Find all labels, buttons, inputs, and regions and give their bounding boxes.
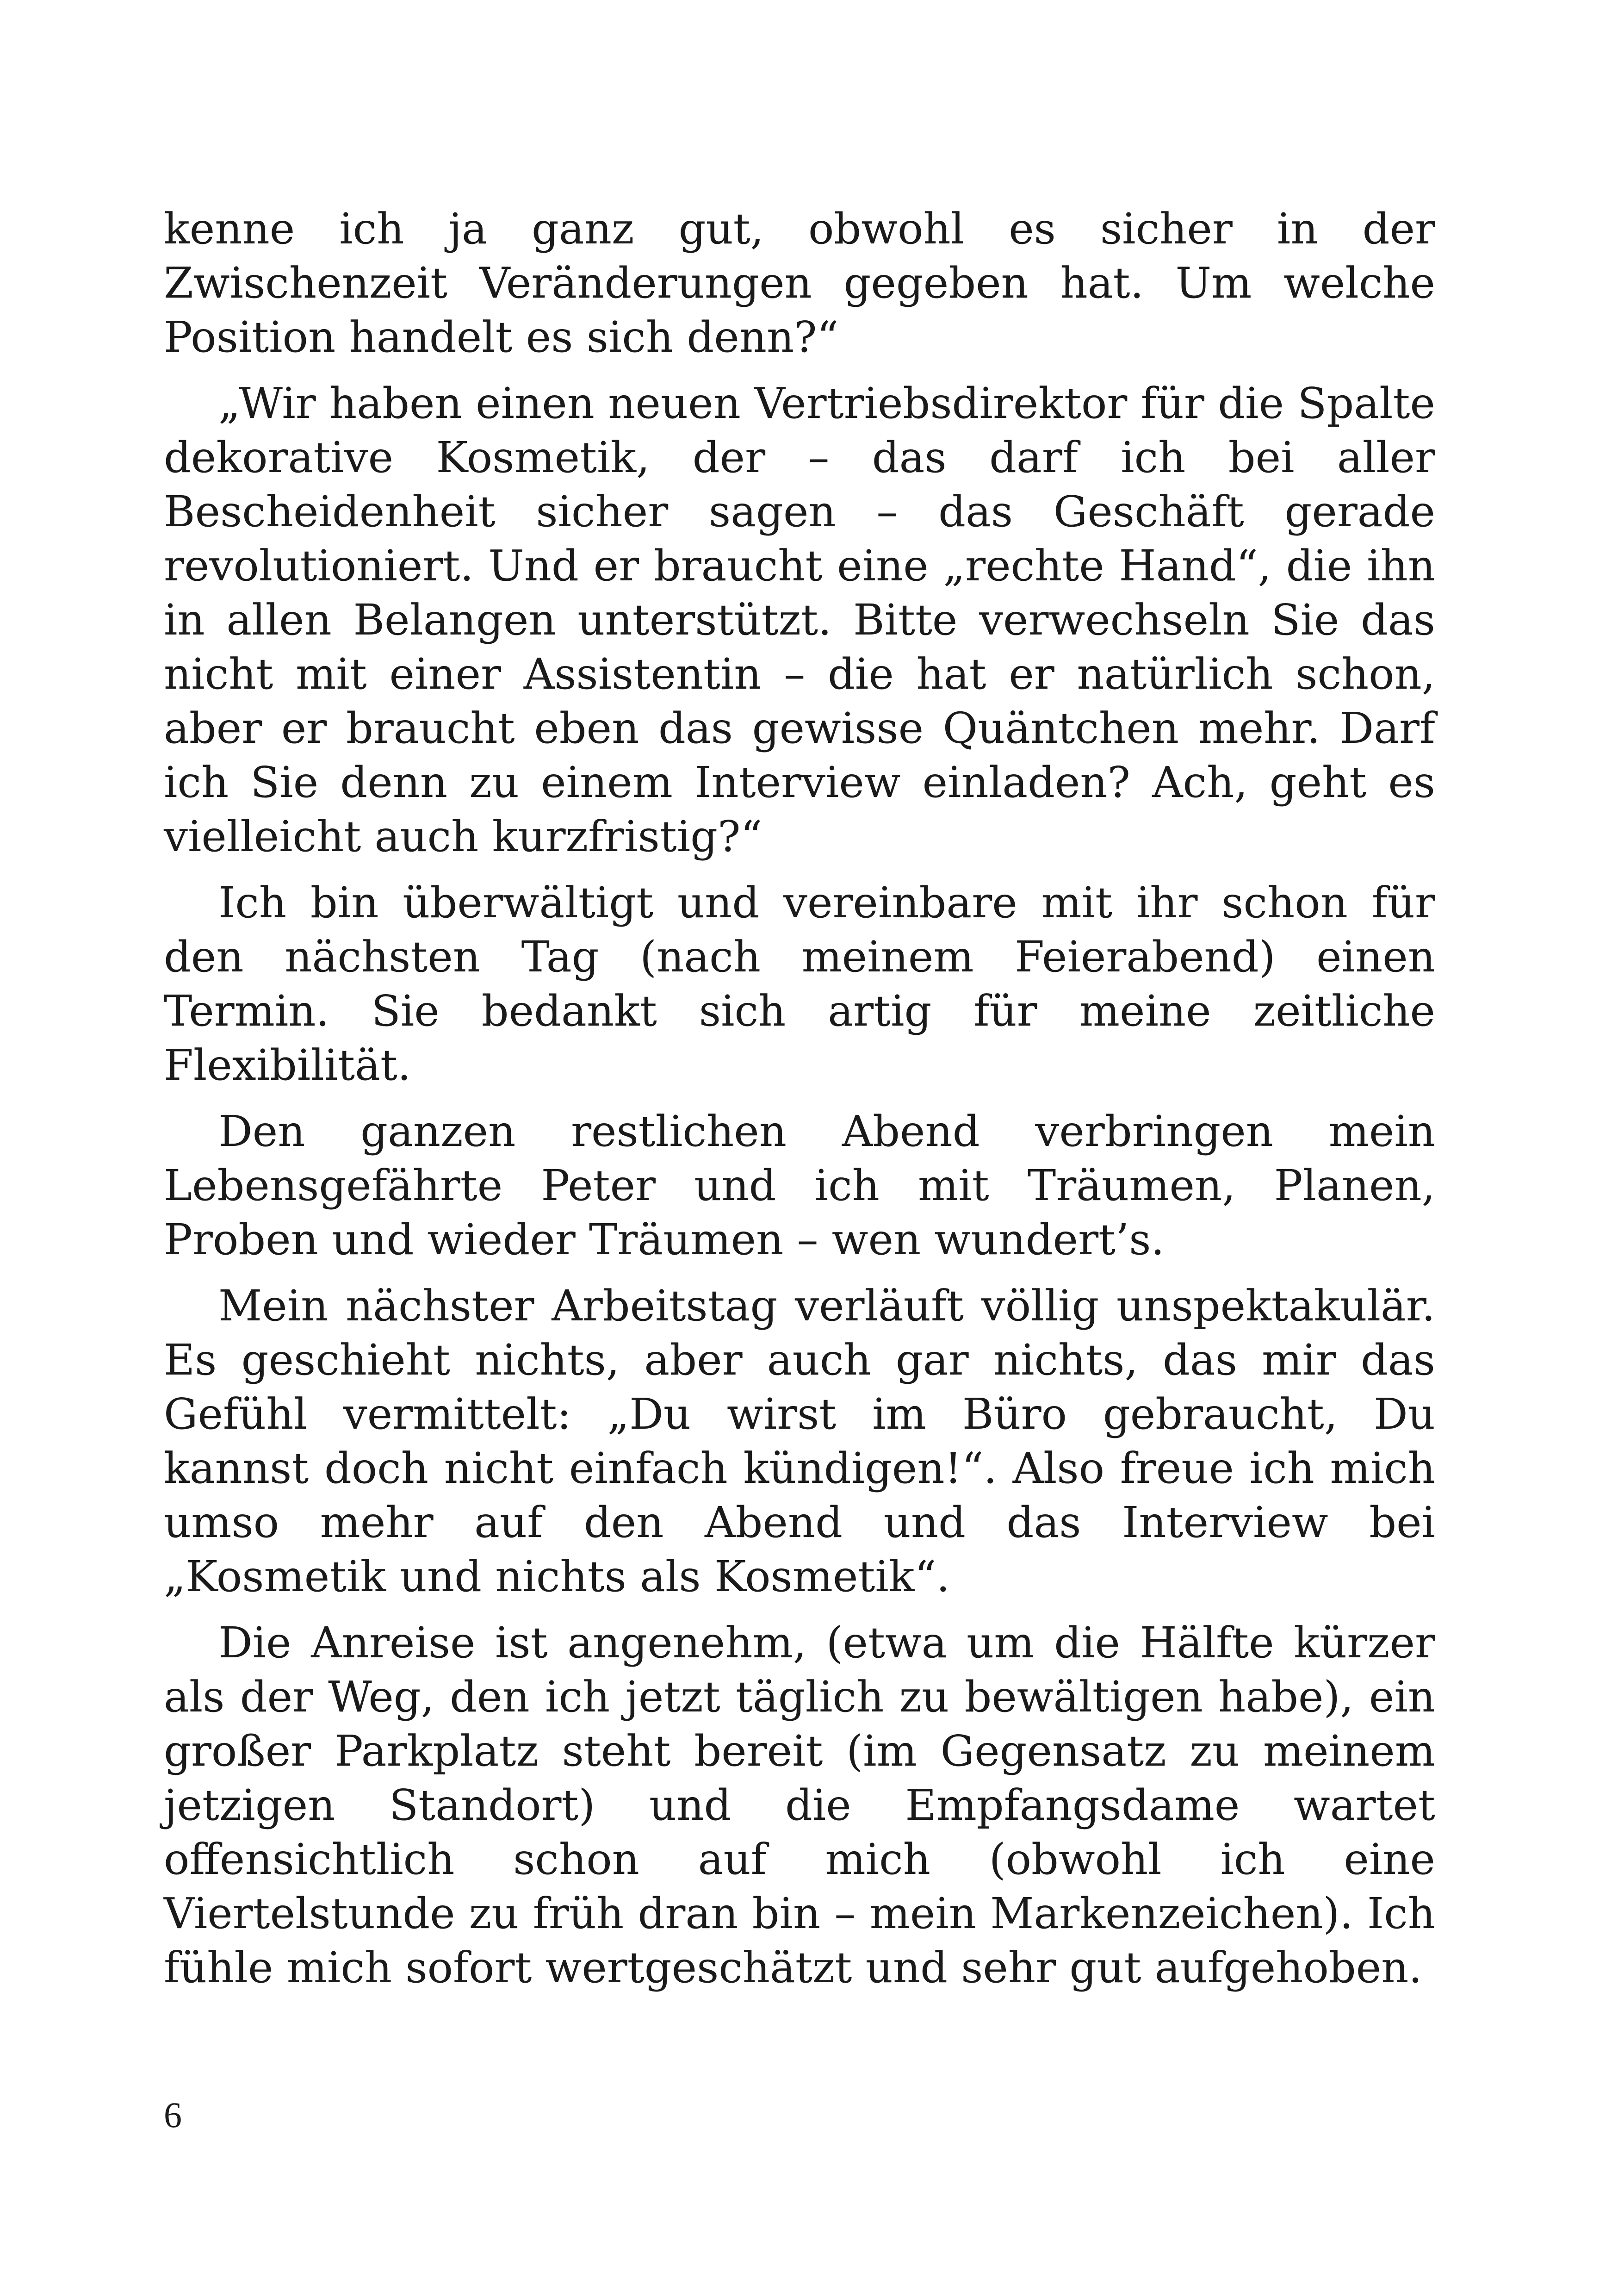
body-text xyxy=(164,202,1435,2007)
paragraph-4: Den ganzen restlichen Abend verbringen mein Lebensgefährte Peter und ich mit Träumen, Planen, Proben und wieder Träumen – wen wundert’s. xyxy=(164,1107,1435,1264)
paragraph-5: Mein nächster Arbeitstag verläuft völlig unspektakulär. Es geschieht nichts, aber auch gar nichts, das mir das Gefühl vermittelt: „Du wirst im Büro gebraucht, Du kannst doch nicht einfach kündigen!“. Also freue ich mich umso mehr auf den Abend und das Interview bei „Kosmetik und nichts als Kosmetik“. xyxy=(164,1281,1435,1601)
paragraph-6: Die Anreise ist angenehm, (etwa um die Hälfte kürzer als der Weg, den ich jetzt täglich zu bewältigen habe), ein großer Parkplatz steht bereit (im Gegensatz zu meinem jetzigen Standort) und die Empfangsdame wartet offensichtlich schon auf mich (obwohl ich eine Viertelstunde zu früh dran bin – mein Markenzeichen). Ich fühle mich sofort wertgeschätzt und sehr gut aufgehoben. xyxy=(164,1618,1435,1992)
paragraph-2: „Wir haben einen neuen Vertriebsdirektor für die Spalte dekorative Kosmetik, der – das darf ich bei aller Bescheidenheit sicher sagen – das Geschäft gerade revolutioniert. Und er braucht eine „rechte Hand“, die ihn in allen Belangen unterstützt. Bitte verwechseln Sie das nicht mit einer Assistentin – die hat er natürlich schon, aber er braucht eben das gewisse Quäntchen mehr. Darf ich Sie denn zu einem Interview einladen? Ach, geht es vielleicht auch kurzfristig?“ xyxy=(164,379,1435,861)
page-number: 6 xyxy=(164,2095,182,2135)
paragraph-3: Ich bin überwältigt und vereinbare mit ihr schon für den nächsten Tag (nach meinem Feierabend) einen Termin. Sie bedankt sich artig für meine zeitliche Flexibilität. xyxy=(164,878,1435,1090)
paragraph-1: kenne ich ja ganz gut, obwohl es sicher in der Zwischenzeit Veränderungen gegeben hat. Um welche Position handelt es sich denn?“ xyxy=(164,204,1435,362)
